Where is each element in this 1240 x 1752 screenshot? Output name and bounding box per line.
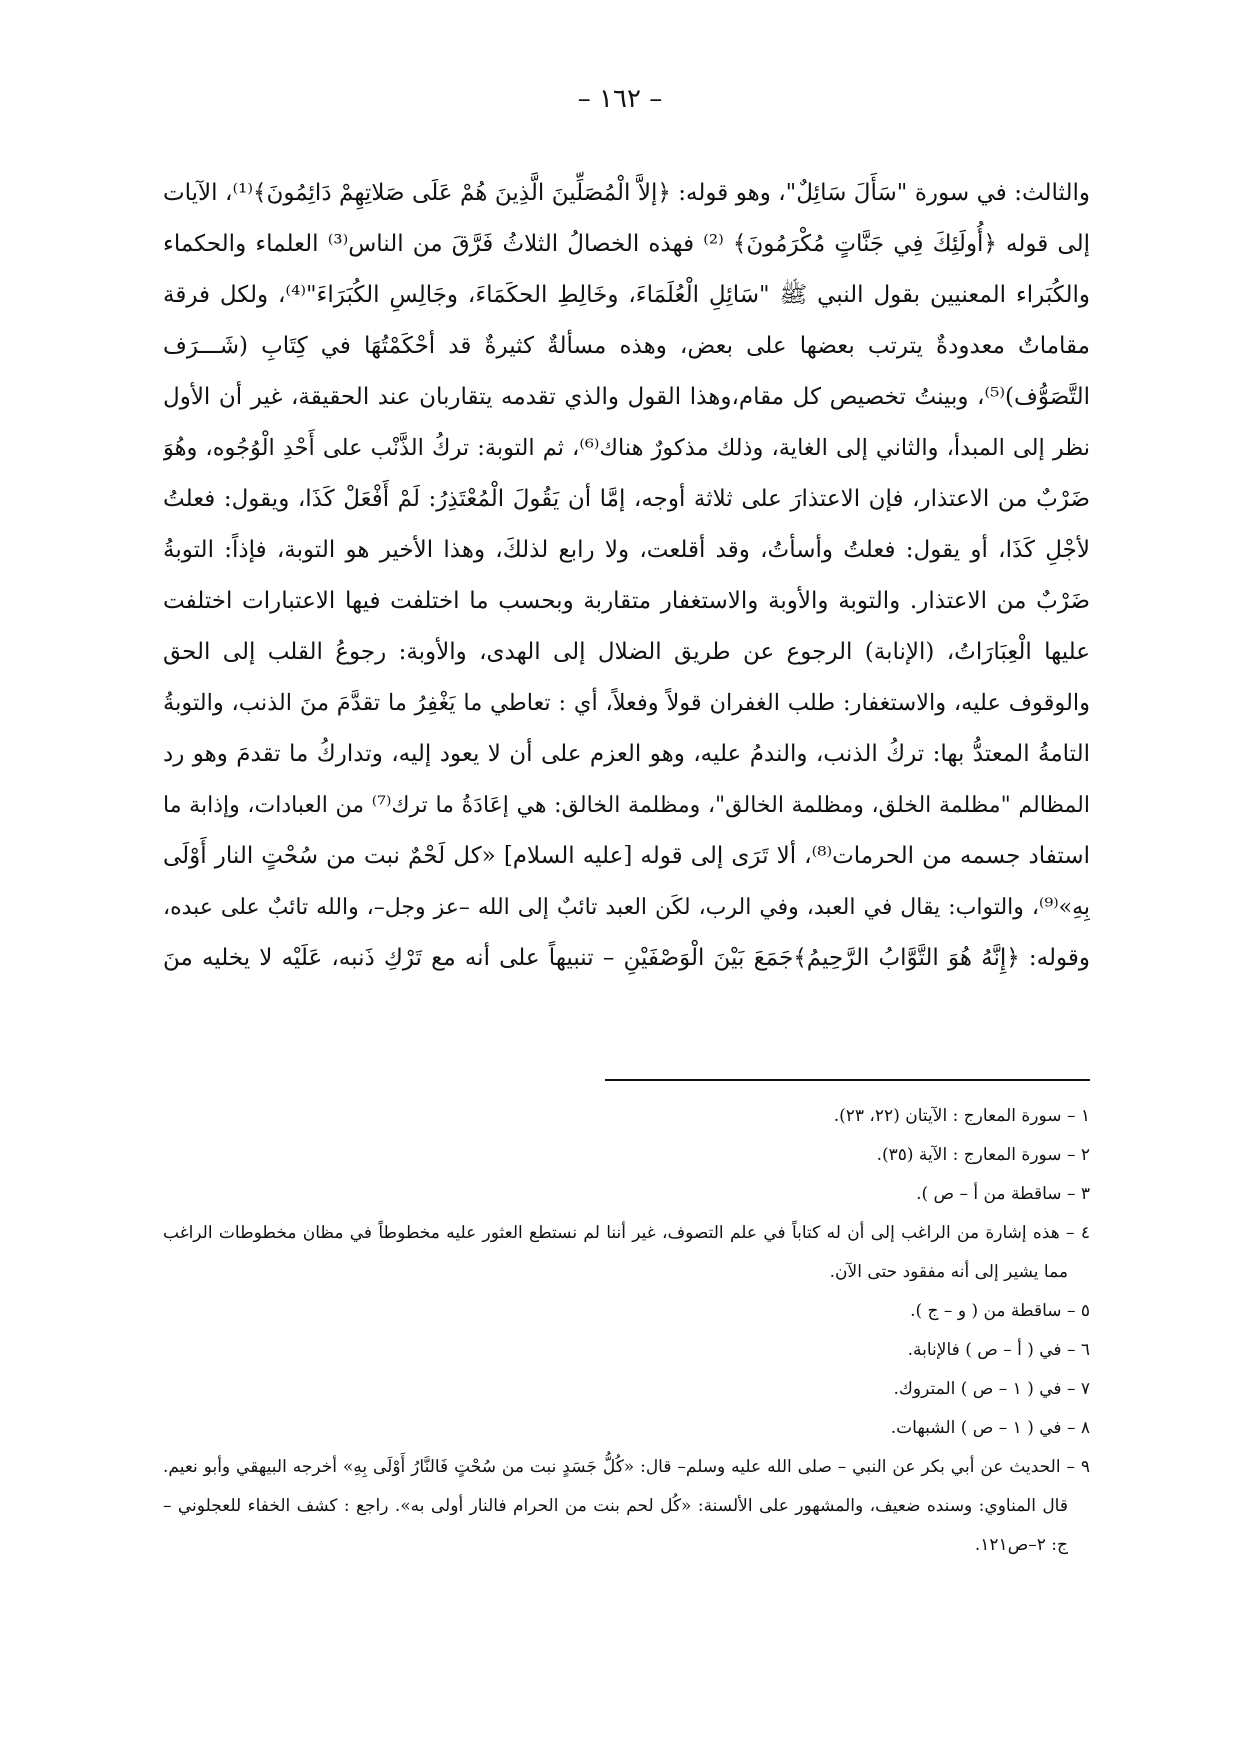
body-line: بِهِ»⁽⁹⁾، والتواب: يقال في العبد، وفي الرب، لكَن العبد تائبٌ إلى الله –عز وجل–، والله تائبٌ على عبده، [163,895,1090,920]
footnote: ٢ – سورة المعارج : الآية (٣٥). [876,1145,1090,1165]
body-line: التَّصَوُّف)⁽⁵⁾، وبينتُ تخصيص كل مقام،وهذا القول والذي تقدمه يتقاربان عند الحقيقة، غير أن الأول [163,384,1090,410]
footnote-continuation: قال المناوي: وسنده ضعيف، والمشهور على الألسنة: «كُل لحم بنت من الحرام فالنار أولى به». راجع : كشف الخفاء للعجلوني – [163,1496,1068,1516]
main-text-block [163,168,1090,984]
body-line: وقوله: ﴿إِنَّهُ هُوَ التَّوَّابُ الرَّحِيمُ﴾جَمَعَ بَيْنَ الْوَصْفَيْنِ – تنبيهاً على أنه مع تَرْكِ ذَنبه، عَلَيْه لا يخليه منَ [163,945,1090,971]
footnote: ٦ – في ( أ – ص ) فالإنابة. [907,1340,1090,1360]
body-line: مقاماتٌ معدودةٌ يترتب بعضها على بعض، وهذه مسألةٌ كثيرةٌ قد أحْكَمْتُهَا في كِتَابِ (شَـــرَف [163,333,1090,359]
body-line: والوقوف عليه، والاستغفار: طلب الغفران قولاً وفعلاً، أي : تعاطي ما يَغْفِرُ ما تقدَّمَ منَ الذنب، والتوبةُ [163,690,1090,716]
footnote: ٥ – ساقطة من ( و – ج ). [910,1301,1090,1321]
body-line: إلى قوله ﴿أُولَئِكَ فِي جَنَّاتٍ مُكْرَمُونَ﴾ ⁽²⁾ فهذه الخصالُ الثلاثُ فَرَّقَ من الناس⁽³⁾ العلماء والحكماء [163,231,1090,257]
footnote: ٣ – ساقطة من أ – ص ). [916,1184,1090,1204]
footnote-continuation: مما يشير إلى أنه مفقود حتى الآن. [829,1262,1068,1282]
footnote: ٩ – الحديث عن أبي بكر عن النبي – صلى الله عليه وسلم– قال: «كُلُّ جَسَدٍ نبت من سُحْتٍ فَالنَّارُ أَوْلَى بِهِ» أخرجه البيهقي وأبو نعيم. [163,1457,1090,1477]
body-line: المظالم "مظلمة الخلق، ومظلمة الخالق"، ومظلمة الخالق: هي إعَادَةُ ما ترك⁽⁷⁾ من العبادات، وإذابة ما [163,793,1090,818]
body-line: والكُبَراء المعنيين بقول النبي ﷺ "سَائِلِ الْعُلَمَاءَ، وخَالِطِ الحكَمَاءَ، وجَالِسِ الكُبَرَاءَ"⁽⁴⁾، ولكل فرقة [163,282,1090,308]
body-line: والثالث: في سورة "سَأَلَ سَائِلٌ"، وهو قوله: ﴿إلاَّ الْمُصَلِّينَ الَّذِينَ هُمْ عَلَى صَلاتِهِمْ دَائِمُونَ﴾⁽¹⁾، الآيات [163,180,1090,206]
footnote: ٨ – في ( ١ – ص ) الشبهات. [890,1418,1090,1438]
body-line: استفاد جسمه من الحرمات⁽⁸⁾، ألا تَرَى إلى قوله [عليه السلام] «كل لَحْمٌ نبت من سُحْتٍ النار أَوْلَى [163,843,1090,869]
footnote-continuation: ج: ٢–ص١٢١. [974,1535,1068,1555]
footnotes-block [163,1097,1090,1565]
body-line: لأجْلِ كَذَا، أو يقول: فعلتُ وأسأتُ، وقد أقلعت، ولا رابع لذلكَ، وهذا الأخير هو التوبة، فإذاً: التوبةُ [163,537,1090,563]
body-line: ضَرْبٌ من الاعتذار. والتوبة والأوبة والاستغفار متقاربة وبحسب ما اختلفت فيها الاعتبارات اختلفت [163,588,1090,614]
footnote: ٤ – هذه إشارة من الراغب إلى أن له كتاباً في علم التصوف، غير أننا لم نستطع العثور عليه مخطوطاً في مظان مخطوطات الراغب [163,1223,1090,1243]
body-line: نظر إلى المبدأ، والثاني إلى الغاية، وذلك مذكورٌ هناك⁽⁶⁾، ثم التوبة: تركُ الذَّنْب على أَحْدِ الْوُجُوه، وهُوَ [163,435,1090,461]
page-number: – ١٦٢ – [577,84,663,114]
body-line: ضَرْبٌ من الاعتذار، فإن الاعتذارَ على ثلاثة أوجه، إمَّا أن يَقُولَ الْمُعْتَذِرُ: لَمْ أَفْعَلْ كَذَا، ويقول: فعلتُ [163,486,1090,512]
body-line: التامةُ المعتدُّ بها: تركُ الذنب، والندمُ عليه، وهو العزم على أن لا يعود إليه، وتداركُ ما تقدمَ وهو رد [163,741,1090,767]
footnote: ١ – سورة المعارج : الآيتان (٢٢، ٢٣). [833,1106,1090,1126]
body-line: عليها الْعِبَارَاتُ، (الإنابة) الرجوع عن طريق الضلال إلى الهدى، والأوبة: رجوعُ القلب إلى الحق [163,639,1090,665]
footnote: ٧ – في ( ١ – ص ) المتروك. [893,1379,1090,1399]
footnote-divider [605,1079,1090,1081]
